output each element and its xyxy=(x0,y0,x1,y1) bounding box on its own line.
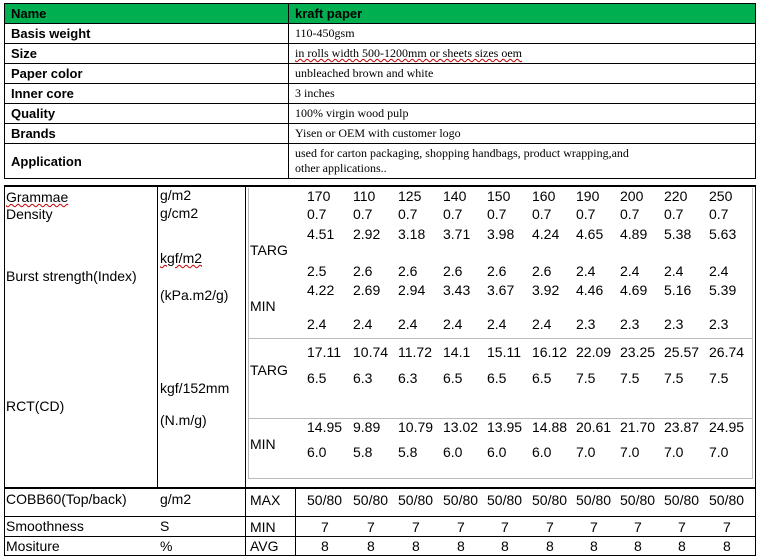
value-d: 0.7 xyxy=(443,206,463,222)
value-rm2: 6.0 xyxy=(532,444,552,460)
divider xyxy=(4,487,756,489)
value-d: 0.7 xyxy=(664,206,684,222)
value-rm1: 14.88 xyxy=(532,419,568,435)
value-s: 7 xyxy=(590,519,598,535)
value-rt1: 23.25 xyxy=(620,344,656,360)
divider xyxy=(752,188,753,478)
value-bm1: 3.43 xyxy=(443,282,471,298)
value-bt1: 5.63 xyxy=(709,226,737,242)
row-value: unbleached brown and white xyxy=(289,64,756,84)
value-m: 8 xyxy=(367,538,375,554)
value-bm2: 2.3 xyxy=(576,316,596,332)
value-rt2: 6.3 xyxy=(353,370,373,386)
value-cobb: 50/80 xyxy=(443,492,479,508)
grammage-label: Grammae xyxy=(6,189,69,205)
value-bt2: 2.4 xyxy=(709,263,729,279)
burst-unit: kgf/m2 xyxy=(160,250,203,266)
burst-targ-label: TARG xyxy=(250,242,288,258)
value-rt1: 16.12 xyxy=(532,344,568,360)
value-bm2: 2.4 xyxy=(532,316,552,332)
burst-unit-alt: (kPa.m2/g) xyxy=(160,287,229,303)
divider xyxy=(248,188,249,478)
table-row xyxy=(5,124,756,144)
value-rm2: 5.8 xyxy=(398,444,418,460)
row-label: Brands xyxy=(5,124,289,144)
rct-label: RCT(CD) xyxy=(6,398,65,414)
value-bt1: 4.51 xyxy=(307,226,335,242)
value-s: 7 xyxy=(457,519,465,535)
value-g: 140 xyxy=(443,188,467,204)
value-rm2: 5.8 xyxy=(353,444,373,460)
row-value: Yisen or OEM with customer logo xyxy=(289,124,756,144)
value-rm2: 7.0 xyxy=(709,444,729,460)
divider xyxy=(248,478,753,479)
value-rm1: 10.79 xyxy=(398,419,434,435)
row-label: Quality xyxy=(5,104,289,124)
smooth-mode: MIN xyxy=(250,519,276,535)
value-rt1: 14.1 xyxy=(443,344,471,360)
rct-targ-label: TARG xyxy=(250,362,288,378)
value-rm2: 6.0 xyxy=(307,444,327,460)
value-d: 0.7 xyxy=(620,206,640,222)
row-label: Basis weight xyxy=(5,24,289,44)
product-name: kraft paper xyxy=(289,4,756,24)
value-bm1: 2.69 xyxy=(353,282,381,298)
value-bt2: 2.6 xyxy=(353,263,373,279)
burst-label: Burst strength(Index) xyxy=(6,268,137,284)
value-rt2: 6.5 xyxy=(487,370,507,386)
value-rt2: 7.5 xyxy=(664,370,684,386)
value-rt1: 22.09 xyxy=(576,344,612,360)
value-d: 0.7 xyxy=(353,206,373,222)
value-bm2: 2.4 xyxy=(443,316,463,332)
value-s: 7 xyxy=(634,519,642,535)
row-value: 100% virgin wood pulp xyxy=(289,104,756,124)
value-rt2: 7.5 xyxy=(576,370,596,386)
value-bt1: 2.92 xyxy=(353,226,381,242)
value-rm2: 7.0 xyxy=(664,444,684,460)
moist-unit: % xyxy=(160,538,173,554)
divider xyxy=(4,536,756,537)
grammage-unit: g/m2 xyxy=(160,187,192,203)
burst-min-label: MIN xyxy=(250,298,276,314)
value-cobb: 50/80 xyxy=(620,492,656,508)
divider xyxy=(4,185,5,556)
value-rt1: 25.57 xyxy=(664,344,700,360)
value-bt2: 2.4 xyxy=(576,263,596,279)
value-rm2: 7.0 xyxy=(576,444,596,460)
row-value: 110-450gsm xyxy=(289,24,756,44)
value-bt1: 4.65 xyxy=(576,226,604,242)
value-s: 7 xyxy=(321,519,329,535)
application-line-2: other applications.. xyxy=(295,161,387,175)
value-bt1: 3.71 xyxy=(443,226,471,242)
value-d: 0.7 xyxy=(398,206,418,222)
value-bm2: 2.4 xyxy=(487,316,507,332)
value-m: 8 xyxy=(634,538,642,554)
value-bm2: 2.3 xyxy=(620,316,640,332)
value-bt1: 5.38 xyxy=(664,226,692,242)
value-bt1: 4.89 xyxy=(620,226,648,242)
value-m: 8 xyxy=(678,538,686,554)
value-bt2: 2.5 xyxy=(307,263,327,279)
row-value: 3 inches xyxy=(289,84,756,104)
value-rt1: 17.11 xyxy=(307,344,341,360)
value-rm2: 6.0 xyxy=(487,444,507,460)
value-rt2: 6.5 xyxy=(532,370,552,386)
value-rt2: 7.5 xyxy=(620,370,640,386)
value-bm2: 2.4 xyxy=(353,316,373,332)
table-row xyxy=(5,44,756,64)
value-m: 8 xyxy=(457,538,465,554)
value-rm1: 20.61 xyxy=(576,419,612,435)
value-g: 110 xyxy=(353,188,376,204)
value-s: 7 xyxy=(501,519,509,535)
value-d: 0.7 xyxy=(709,206,729,222)
table-row xyxy=(5,144,756,179)
value-bt1: 4.24 xyxy=(532,226,560,242)
value-d: 0.7 xyxy=(487,206,507,222)
rct-unit: kgf/152mm xyxy=(160,380,230,396)
value-rm1: 14.95 xyxy=(307,419,343,435)
value-bm1: 4.46 xyxy=(576,282,604,298)
smooth-unit: S xyxy=(160,518,170,534)
value-bm2: 2.4 xyxy=(307,316,327,332)
value-bt2: 2.6 xyxy=(487,263,507,279)
value-s: 7 xyxy=(367,519,375,535)
value-g: 125 xyxy=(398,188,422,204)
value-g: 200 xyxy=(620,188,644,204)
value-bm1: 4.22 xyxy=(307,282,335,298)
value-rm1: 23.87 xyxy=(664,419,700,435)
value-rm2: 7.0 xyxy=(620,444,640,460)
value-bm1: 2.94 xyxy=(398,282,426,298)
cobb-unit: g/m2 xyxy=(160,491,192,507)
value-d: 0.7 xyxy=(307,206,327,222)
divider xyxy=(248,338,753,339)
density-label: Density xyxy=(6,206,53,222)
value-cobb: 50/80 xyxy=(487,492,523,508)
name-label: Name xyxy=(5,4,289,24)
row-label: Size xyxy=(5,44,289,64)
value-bt2: 2.6 xyxy=(398,263,418,279)
row-label: Application xyxy=(5,144,289,179)
row-label: Inner core xyxy=(5,84,289,104)
value-s: 7 xyxy=(546,519,554,535)
divider xyxy=(245,185,246,556)
divider xyxy=(4,185,756,187)
value-rt1: 10.74 xyxy=(353,344,389,360)
value-cobb: 50/80 xyxy=(353,492,389,508)
size-text: in rolls width 500-1200mm or sheets sizes oem xyxy=(295,46,522,60)
value-m: 8 xyxy=(412,538,420,554)
row-label: Paper color xyxy=(5,64,289,84)
value-bt2: 2.4 xyxy=(620,263,640,279)
value-bm2: 2.3 xyxy=(709,316,729,332)
value-cobb: 50/80 xyxy=(307,492,343,508)
value-bm1: 3.67 xyxy=(487,282,515,298)
table-row xyxy=(5,104,756,124)
value-rt1: 11.72 xyxy=(398,344,432,360)
value-cobb: 50/80 xyxy=(398,492,434,508)
value-g: 160 xyxy=(532,188,556,204)
value-rt2: 6.5 xyxy=(443,370,463,386)
table-row xyxy=(5,64,756,84)
value-bt1: 3.98 xyxy=(487,226,515,242)
value-bm1: 5.16 xyxy=(664,282,692,298)
smooth-label: Smoothness xyxy=(6,518,84,534)
value-m: 8 xyxy=(590,538,598,554)
value-bm2: 2.4 xyxy=(398,316,418,332)
value-m: 8 xyxy=(501,538,509,554)
moist-mode: AVG xyxy=(250,538,279,554)
value-m: 8 xyxy=(723,538,731,554)
value-cobb: 50/80 xyxy=(664,492,700,508)
value-rt2: 6.5 xyxy=(307,370,327,386)
value-bt2: 2.6 xyxy=(443,263,463,279)
row-value xyxy=(289,44,756,64)
divider xyxy=(295,488,296,556)
value-bt2: 2.4 xyxy=(664,263,684,279)
value-rm1: 13.02 xyxy=(443,419,479,435)
value-rt2: 6.3 xyxy=(398,370,418,386)
moist-label: Mositure xyxy=(6,538,60,554)
value-bm1: 3.92 xyxy=(532,282,560,298)
value-rm1: 9.89 xyxy=(353,419,381,435)
density-unit: g/cm2 xyxy=(160,205,199,221)
value-rm2: 6.0 xyxy=(443,444,463,460)
cobb-mode: MAX xyxy=(250,492,281,508)
product-info-table xyxy=(4,3,756,179)
value-d: 0.7 xyxy=(532,206,552,222)
value-rt1: 15.11 xyxy=(487,344,521,360)
value-bm1: 4.69 xyxy=(620,282,648,298)
value-s: 7 xyxy=(412,519,420,535)
value-g: 250 xyxy=(709,188,733,204)
divider xyxy=(4,516,756,517)
value-m: 8 xyxy=(321,538,329,554)
value-rt2: 7.5 xyxy=(709,370,729,386)
rct-unit-alt: (N.m/g) xyxy=(160,412,207,428)
value-bm1: 5.39 xyxy=(709,282,737,298)
divider xyxy=(157,185,158,488)
value-g: 150 xyxy=(487,188,511,204)
value-bt2: 2.6 xyxy=(532,263,552,279)
value-rt1: 26.74 xyxy=(709,344,745,360)
value-g: 220 xyxy=(664,188,688,204)
value-rm1: 21.70 xyxy=(620,419,656,435)
value-bt1: 3.18 xyxy=(398,226,426,242)
divider xyxy=(755,185,756,556)
value-cobb: 50/80 xyxy=(532,492,568,508)
value-rm1: 24.95 xyxy=(709,419,745,435)
cobb-label: COBB60(Top/back) xyxy=(6,491,127,507)
value-g: 170 xyxy=(307,188,331,204)
value-s: 7 xyxy=(678,519,686,535)
value-g: 190 xyxy=(576,188,600,204)
value-cobb: 50/80 xyxy=(709,492,745,508)
table-row xyxy=(5,84,756,104)
application-value xyxy=(289,144,756,179)
value-m: 8 xyxy=(546,538,554,554)
application-line-1: used for carton packaging, shopping handbags, product wrapping,and xyxy=(295,146,629,160)
value-d: 0.7 xyxy=(576,206,596,222)
table-row xyxy=(5,24,756,44)
value-rm1: 13.95 xyxy=(487,419,523,435)
value-bm2: 2.3 xyxy=(664,316,684,332)
value-s: 7 xyxy=(723,519,731,535)
value-cobb: 50/80 xyxy=(576,492,612,508)
rct-min-label: MIN xyxy=(250,436,276,452)
header-row xyxy=(5,4,756,24)
